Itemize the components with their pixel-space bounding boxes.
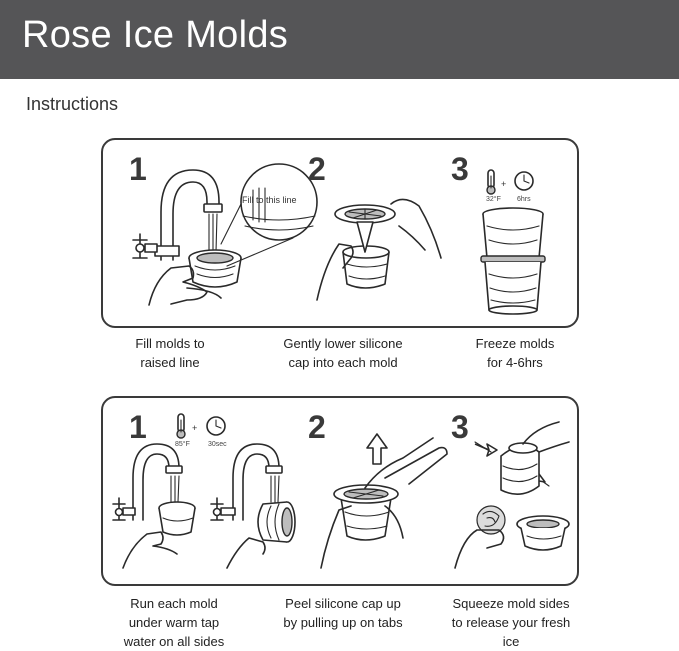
step-number: 2 — [308, 151, 326, 187]
step-caption — [268, 594, 418, 632]
clock-icon — [515, 172, 533, 190]
step-caption — [268, 334, 418, 372]
mold-icon — [501, 422, 569, 494]
mold-icon — [258, 502, 295, 542]
mold-icon — [189, 250, 241, 287]
clock-icon — [207, 417, 225, 435]
caption-line: cap into each mold — [288, 355, 398, 370]
thermometer-icon — [487, 170, 495, 194]
page-title: Rose Ice Molds — [22, 14, 289, 56]
plus-sign: + — [192, 423, 198, 433]
header-bar — [0, 0, 679, 79]
release-instructions-panel — [101, 396, 579, 586]
mold-icon — [343, 246, 389, 288]
freeze-illustrations — [103, 140, 577, 326]
hand-icon — [123, 532, 177, 568]
temperature-label: 85°F — [175, 441, 190, 448]
instructions-heading: Instructions — [26, 94, 119, 114]
caption-line: Fill molds to — [135, 336, 205, 351]
caption-line: Freeze molds — [475, 336, 555, 351]
arrow-up-icon — [367, 434, 387, 464]
temperature-label: 32°F — [486, 196, 501, 203]
thermometer-icon — [177, 414, 185, 438]
caption-line: Gently lower silicone — [283, 336, 403, 351]
step-caption — [440, 334, 590, 372]
mold-icon — [159, 502, 195, 535]
caption-line: by pulling up on tabs — [283, 615, 403, 630]
time-label: 6hrs — [517, 196, 531, 203]
silicone-cap-icon — [517, 516, 569, 550]
caption-line: under warm tap — [128, 615, 220, 630]
step-number: 1 — [129, 151, 147, 187]
magnifier-callout — [221, 164, 317, 266]
step-number: 2 — [308, 409, 326, 445]
step-number: 3 — [451, 151, 469, 187]
mold-icon — [334, 485, 398, 540]
stacked-molds-icon — [481, 208, 545, 314]
step-caption — [99, 594, 249, 651]
caption-line: water on all sides — [123, 634, 225, 649]
time-label: 30sec — [208, 441, 227, 448]
ice-rose-icon — [455, 506, 505, 568]
caption-line: Peel silicone cap up — [285, 596, 401, 611]
step-caption — [436, 594, 586, 651]
water-stream — [209, 214, 217, 254]
caption-line: for 4-6hrs — [487, 355, 543, 370]
step-number: 3 — [451, 409, 469, 445]
fill-line-label: Fill to this line — [242, 195, 297, 205]
freeze-instructions-panel — [101, 138, 579, 328]
caption-line: ice — [502, 634, 520, 649]
plus-sign: + — [501, 179, 507, 189]
step-caption — [95, 334, 245, 372]
caption-line: Run each mold — [130, 596, 218, 611]
release-illustrations — [103, 398, 577, 584]
step-number: 1 — [129, 409, 147, 445]
caption-line: Squeeze mold sides — [452, 596, 570, 611]
caption-line: to release your fresh — [451, 615, 571, 630]
caption-line: raised line — [140, 355, 200, 370]
hand-icon — [227, 538, 265, 568]
